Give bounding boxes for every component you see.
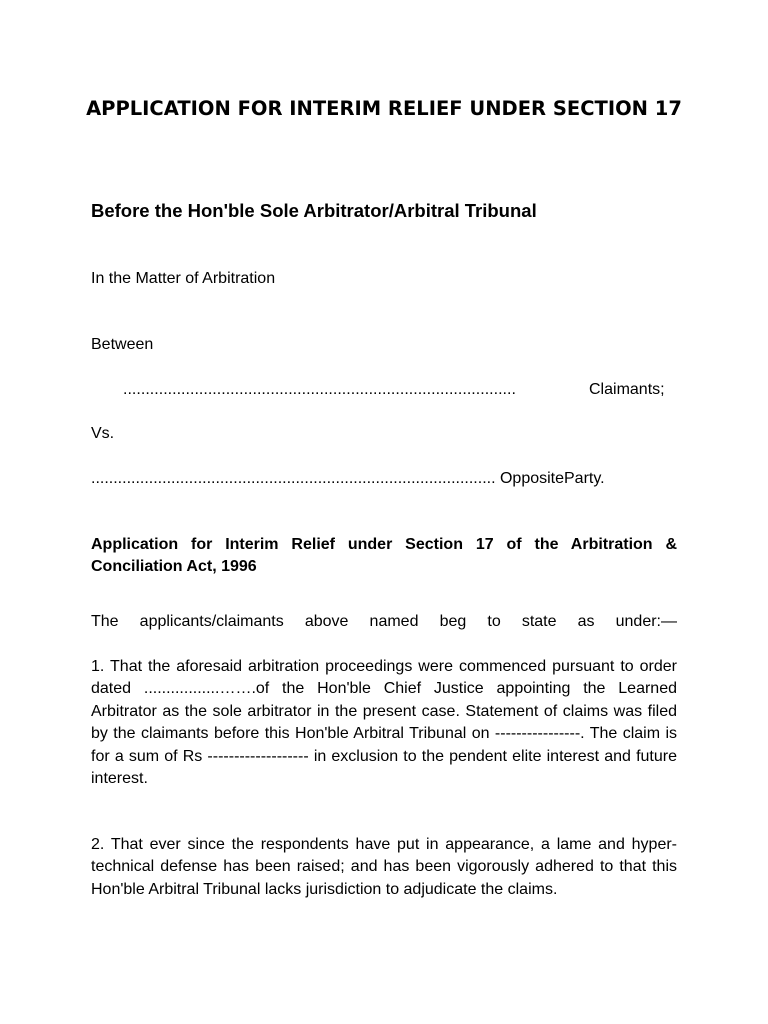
document-title: APPLICATION FOR INTERIM RELIEF UNDER SECTION 17 (86, 97, 682, 120)
claimant-name-blank: ........................................................................................ (123, 381, 516, 398)
forum-heading: Before the Hon'ble Sole Arbitrator/Arbitral Tribunal (91, 200, 537, 221)
intro-paragraph: The applicants/claimants above named beg to state as under:— (91, 613, 677, 630)
versus-label: Vs. (91, 425, 115, 442)
between-label: Between (91, 336, 154, 353)
claimants-label: Claimants; (589, 381, 665, 398)
paragraph-2: 2. That ever since the respondents have put in appearance, a lame and hyper-technical defense has been raised; and has been vigorously adhered to that this Hon'ble Arbitral Tribunal lacks jurisdiction to adjudicate the claims. (91, 836, 677, 898)
application-heading: Application for Interim Relief under Section 17 of the Arbitration & Conciliation Act, 1996 (91, 536, 677, 576)
matter-line: In the Matter of Arbitration (91, 270, 276, 287)
paragraph-1: 1. That the aforesaid arbitration proceedings were commenced pursuant to order dated .................…….of the Hon'ble Chief Justice appointing the Learned Arbitrator as the sole arbitrator in the present case. Statement of claims was filed by the claimants before this Hon'ble Arbitral Tribunal on ----------------. The claim is for a sum of Rs ------------------- in exclusion to the pendent elite interest and future interest. (91, 658, 677, 788)
opposite-party-line: ........................................................................................... OppositeParty. (91, 470, 605, 487)
